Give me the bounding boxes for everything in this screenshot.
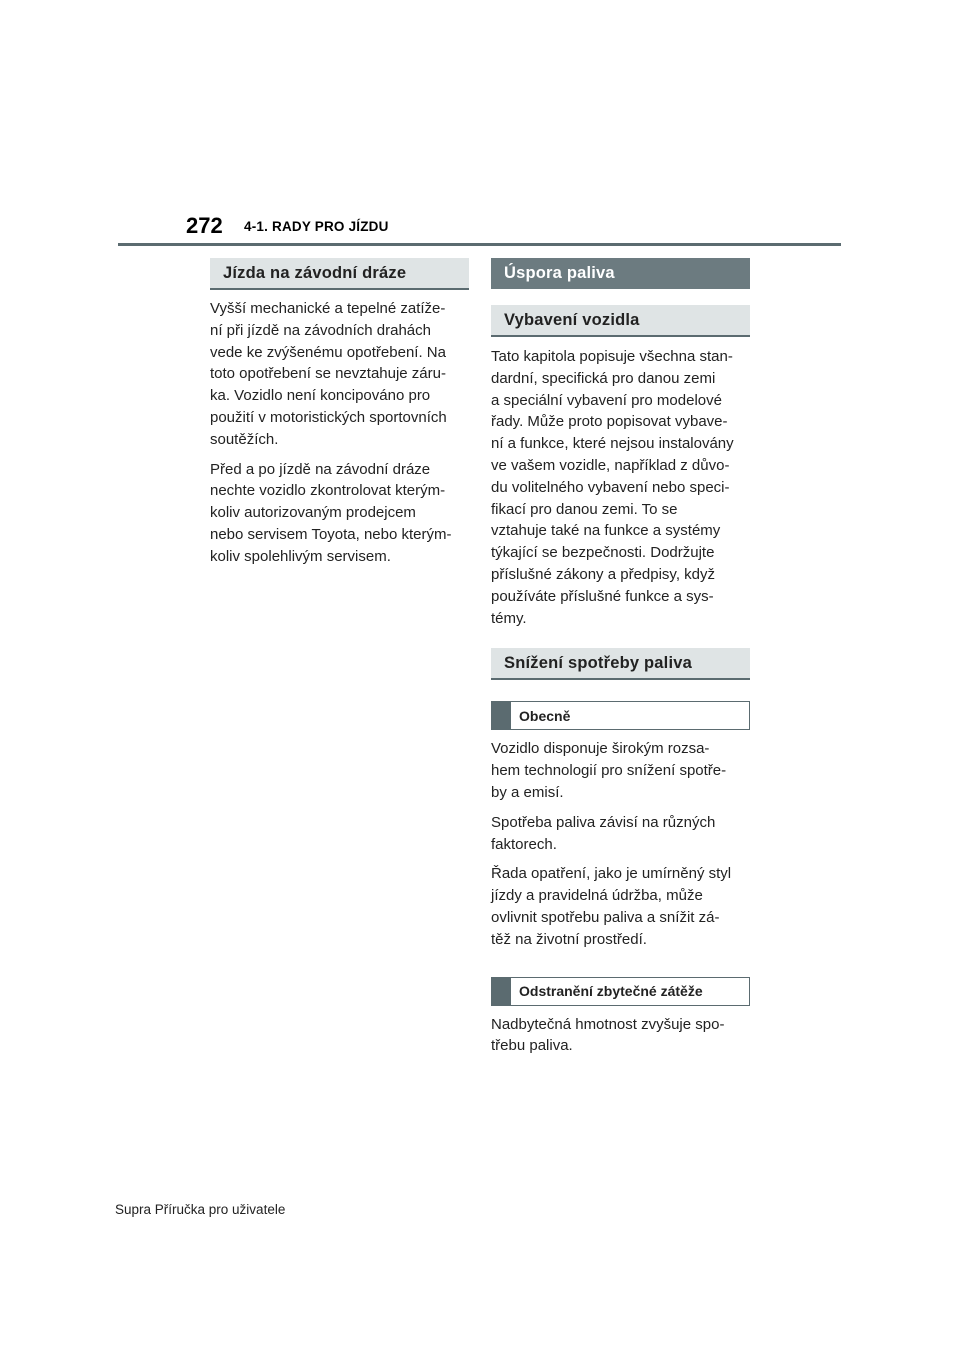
text-line: řady. Může proto popisovat vybave- (491, 413, 728, 431)
text-line: vztahuje také na funkce a systémy (491, 522, 721, 540)
text-line: použití v motoristických sportovních (210, 408, 447, 426)
chapter-title: 4-1. RADY PRO JÍZDU (244, 219, 389, 234)
text-line: Vyšší mechanické a tepelné zatíže- (210, 300, 446, 317)
text-line: ve vašem vozidle, například z důvo- (491, 456, 730, 474)
subheading-remove-load-label: Odstranění zbytečné zátěže (519, 983, 703, 1000)
text-line: jízdy a pravidelná údržba, může (491, 887, 703, 905)
text-line: koliv spolehlivým servisem. (210, 547, 391, 565)
text-line: a speciální vybavení pro modelové (491, 391, 722, 409)
paragraph-measures (491, 863, 750, 950)
paragraph-technologies (491, 738, 750, 803)
text-line: ní při jízdě na závodních drahách (210, 321, 431, 339)
paragraph-race-track-wear (210, 298, 469, 451)
text-line: hem technologií pro snížení spotře- (491, 762, 727, 780)
text-line: nebo servisem Toyota, nebo kterým- (210, 525, 452, 543)
text-line: Tato kapitola popisuje všechna stan- (491, 348, 733, 365)
text-line: du volitelného vybavení nebo speci- (491, 478, 730, 496)
page-number: 272 (186, 213, 223, 238)
paragraph-race-track-check (210, 459, 469, 568)
text-line: týkající se bezpečnosti. Dodržujte (491, 544, 715, 562)
text-line: ovlivnit spotřebu paliva a snížit zá- (491, 908, 720, 926)
text-line: by a emisí. (491, 783, 564, 801)
text-line: faktorech. (491, 835, 557, 853)
text-line: toto opotřebení se nevztahuje záru- (210, 365, 446, 383)
subheading-remove-load (491, 977, 750, 1006)
section-title-fuel-saving: Úspora paliva (491, 258, 750, 289)
subheading-general-label: Obecně (519, 707, 571, 724)
text-line: používáte příslušné funkce a sys- (491, 587, 714, 605)
text-line: vede ke zvýšenému opotřebení. Na (210, 343, 446, 361)
subheading-tab (492, 978, 511, 1005)
heading-reduce-consumption: Snížení spotřeby paliva (491, 648, 750, 680)
paragraph-excess-weight (491, 1014, 750, 1058)
text-line: těž na životní prostředí. (491, 930, 647, 948)
text-line: Nadbytečná hmotnost zvyšuje spo- (491, 1015, 725, 1033)
text-line: příslušné zákony a předpisy, když (491, 565, 715, 583)
text-line: témy. (491, 609, 527, 627)
text-line: Vozidlo disponuje širokým rozsa- (491, 740, 710, 758)
text-line: třebu paliva. (491, 1037, 573, 1055)
right-column (491, 258, 750, 1057)
footer-manual-title: Supra Příručka pro uživatele (115, 1202, 286, 1217)
text-line: dardní, specifická pro danou zemi (491, 369, 716, 387)
text-line: fikací pro danou zemi. To se (491, 500, 678, 518)
text-line: nechte vozidlo zkontrolovat kterým- (210, 482, 446, 500)
left-column (210, 258, 469, 568)
text-line: ka. Vozidlo není koncipováno pro (210, 387, 431, 405)
heading-race-track: Jízda na závodní dráze (210, 258, 469, 290)
header-rule (118, 243, 841, 246)
text-line: Před a po jízdě na závodní dráze (210, 460, 431, 478)
paragraph-vehicle-equipment (491, 346, 750, 629)
text-line: Řada opatření, jako je umírněný styl (491, 865, 732, 883)
text-line: koliv autorizovaným prodejcem (210, 504, 416, 522)
subheading-general (491, 701, 750, 730)
text-line: soutěžích. (210, 430, 279, 448)
paragraph-factors (491, 812, 750, 856)
text-line: Spotřeba paliva závisí na různých (491, 813, 716, 831)
text-line: ní a funkce, které nejsou instalovány (491, 435, 734, 453)
subheading-tab (492, 702, 511, 729)
heading-vehicle-equipment: Vybavení vozidla (491, 305, 750, 337)
